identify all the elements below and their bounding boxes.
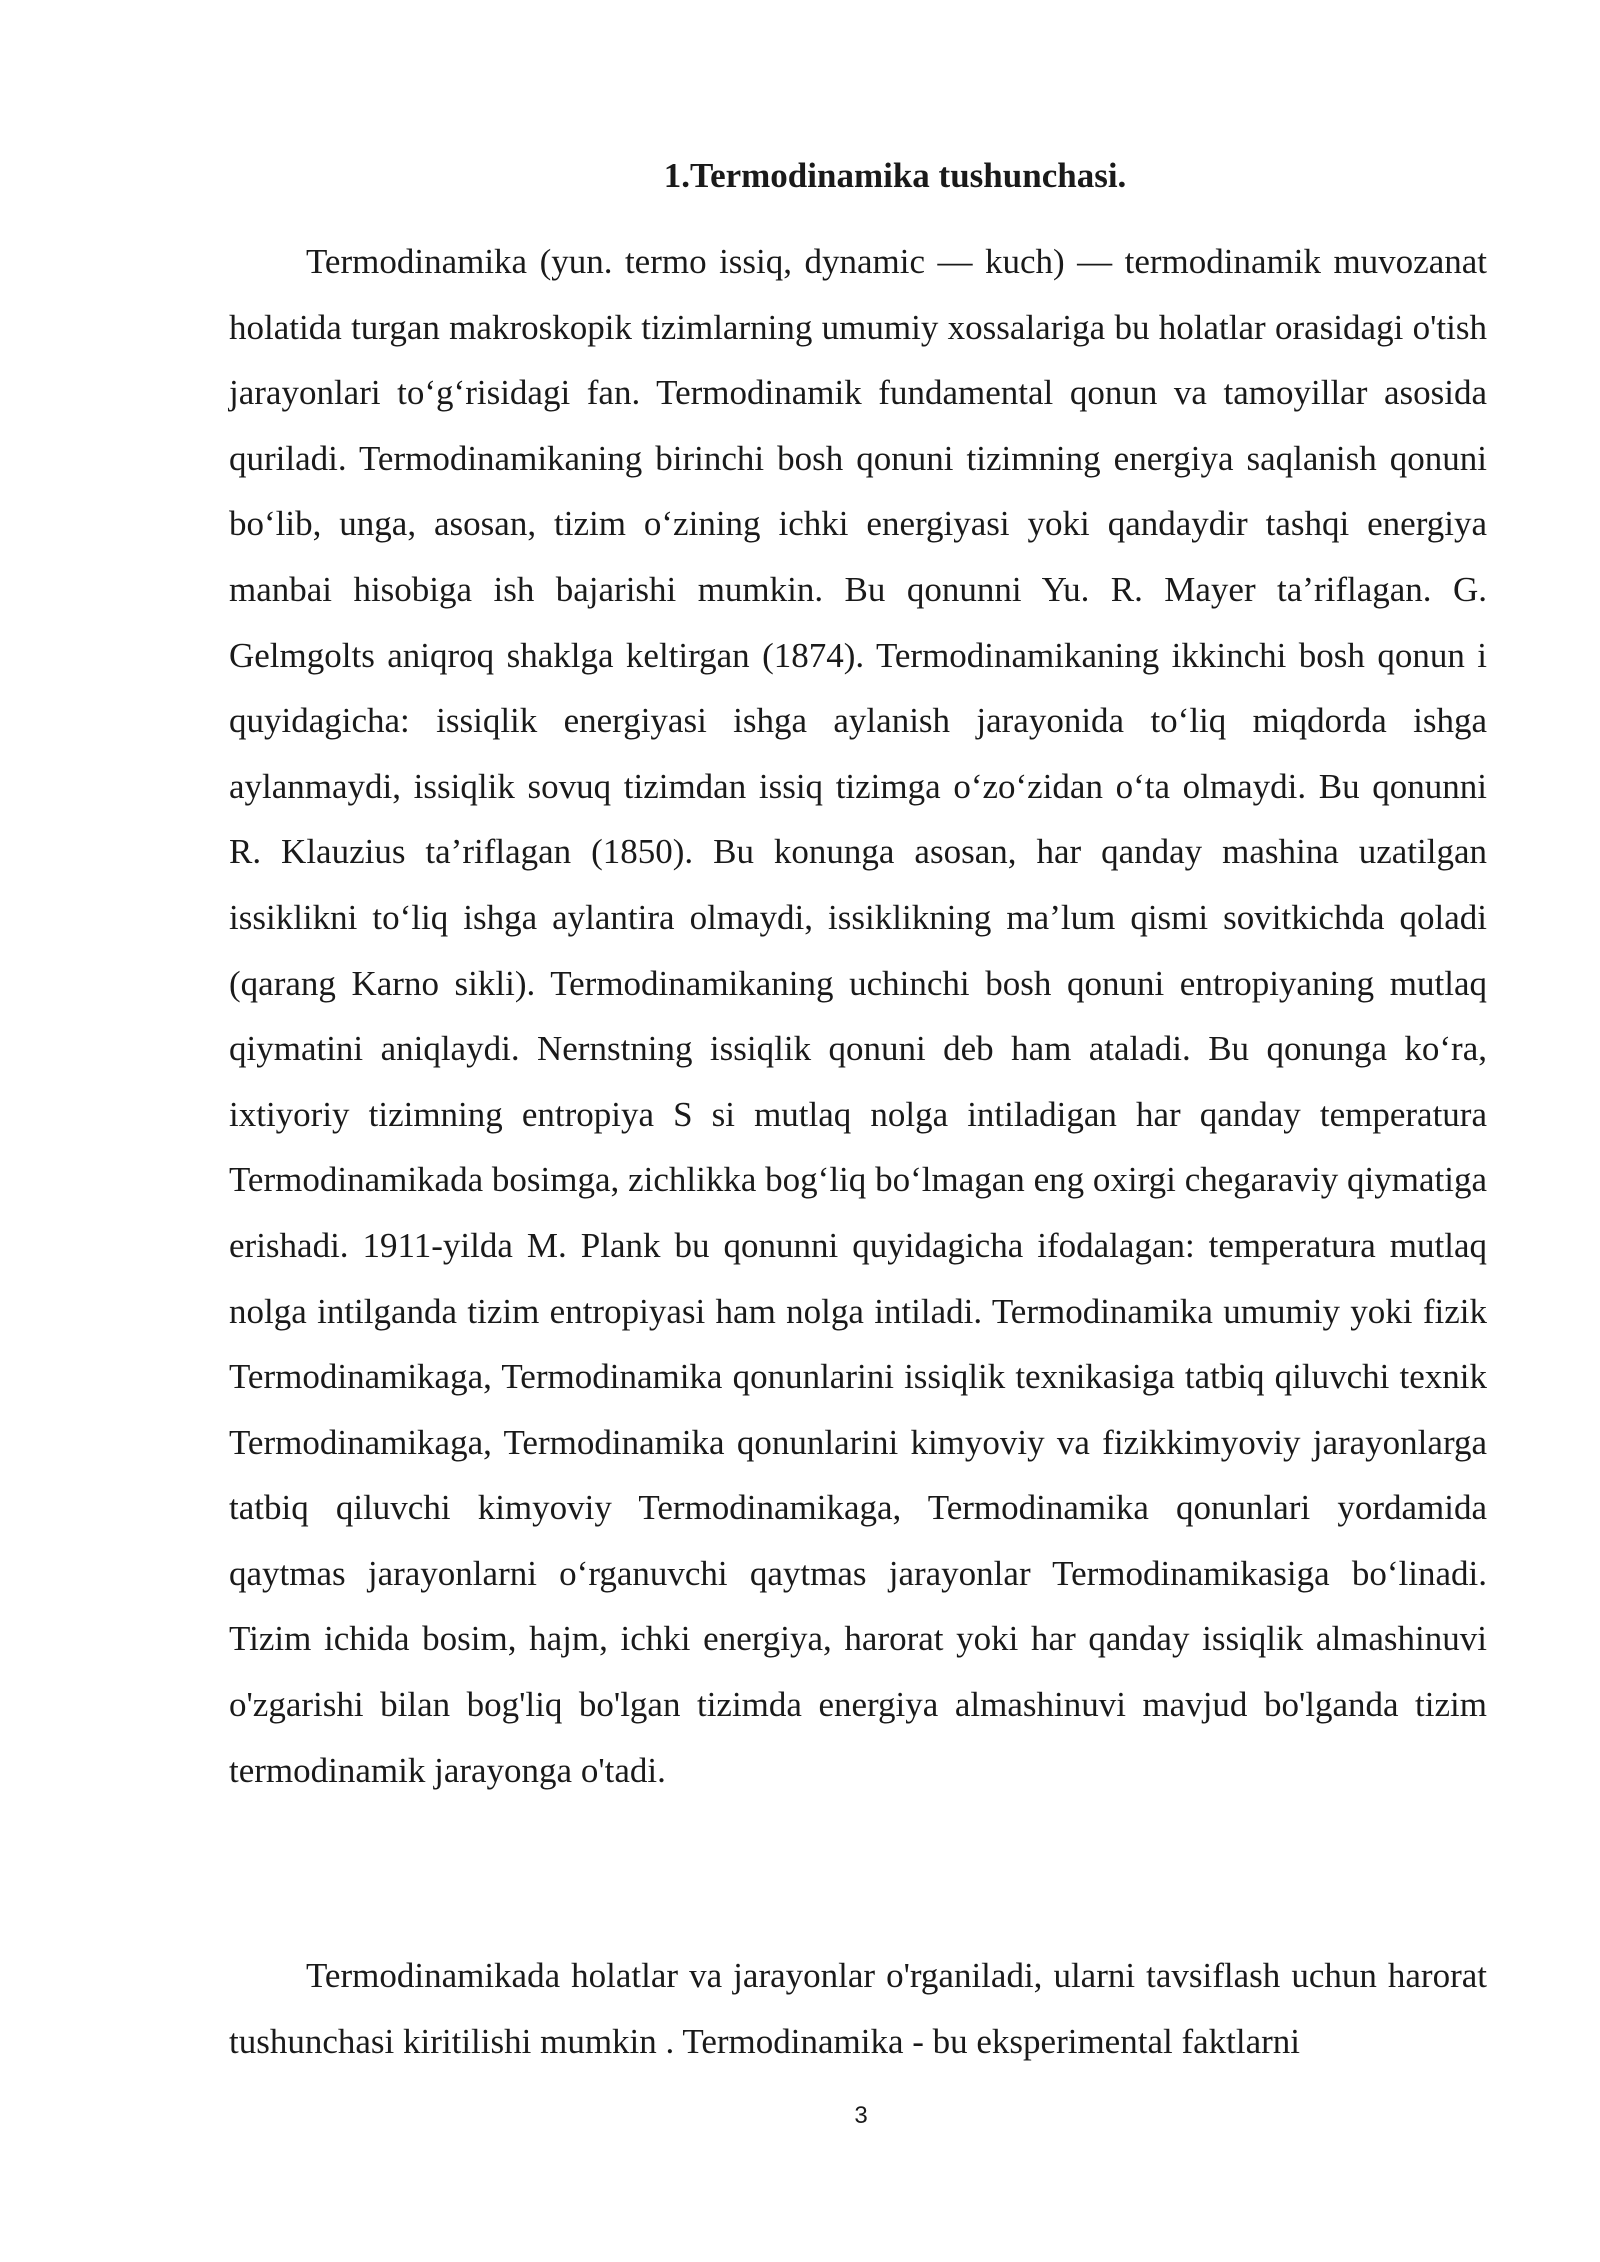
paragraph-1: Termodinamika (yun. termo issiq, dynamic — kuch) — termodinamik muvozanat holatida turgan makroskopik tizimlarning umumiy xossalariga bu holatlar orasidagi o'tish jarayonlari to‘g‘risidagi fan. Termodinamik fundamental qonun va tamoyillar asosida quriladi. Termodinamikaning birinchi bosh qonuni tizimning energiya saqlanish qonuni bo‘lib, unga, asosan, tizim o‘zining ichki energiyasi yoki qandaydir tashqi energiya manbai hisobiga ish bajarishi mumkin. Bu qonunni Yu. R. Mayer ta’riflagan. G. Gelmgolts aniqroq shaklga keltirgan (1874). Termodinamikaning ikkinchi bosh qonun i quyidagicha: issiqlik energiyasi ishga aylanish jarayonida to‘liq miqdorda ishga aylanmaydi, issiqlik sovuq tizimdan issiq tizimga o‘zo‘zidan o‘ta olmaydi. Bu qonunni R. Klauzius ta’riflagan (1850). Bu konunga asosan, har qanday mashina uzatilgan issiklikni to‘liq ishga aylantira olmaydi, issiklikning ma’lum qismi sovitkichda qoladi (qarang Karno sikli). Termodinamikaning uchinchi bosh qonuni entropiyaning mutlaq qiymatini aniqlaydi. Nernstning issiqlik qonuni deb ham ataladi. Bu qonunga ko‘ra, ixtiyoriy tizimning entropiya S si mutlaq nolga intiladigan har qanday temperatura Termodinamikada bosimga, zichlikka bog‘liq bo‘lmagan eng oxirgi chegaraviy qiymatiga erishadi. 1911-yilda M. Plank bu qonunni quyidagicha ifodalagan: temperatura mutlaq nolga intilganda tizim entropiyasi ham nolga intiladi. Termodinamika umumiy yoki fizik Termodinamikaga, Termodinamika qonunlarini issiqlik texnikasiga tatbiq qiluvchi texnik Termodinamikaga, Termodinamika qonunlarini kimyoviy va fizikkimyoviy jarayonlarga tatbiq qiluvchi kimyoviy Termodinamikaga, Termodinamika qonunlari yordamida qaytmas jarayonlarni o‘rganuvchi qaytmas jarayonlar Termodinamikasiga bo‘linadi. Tizim ichida bosim, hajm, ichki energiya, harorat yoki har qanday issiqlik almashinuvi o'zgarishi bilan bog'liq bo'lgan tizimda energiya almashinuvi mavjud bo'lganda tizim termodinamik jarayonga o'tadi. [229,242,1487,1790]
page-number: 3 [854,2102,868,2129]
paragraph-2: Termodinamikada holatlar va jarayonlar o'rganiladi, ularni tavsiflash uchun harorat tushunchasi kiritilishi mumkin . Termodinamika - bu eksperimental faktlarni [229,1956,1487,2061]
section-title: 1.Termodinamika tushunchasi. [663,156,1127,195]
